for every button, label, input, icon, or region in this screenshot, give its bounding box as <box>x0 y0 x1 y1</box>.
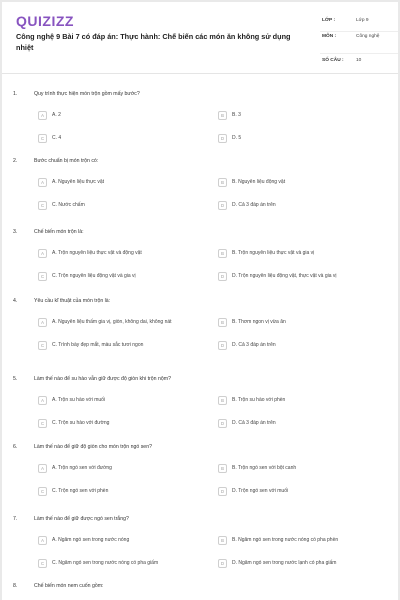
option-text: A. Trộn su hào với muối <box>52 397 106 404</box>
option-text: D. Trộn ngó sen với muối <box>232 488 289 495</box>
meta-row-grade <box>320 18 398 32</box>
answer-option-d[interactable] <box>218 201 394 210</box>
option-letter-box: C <box>38 487 47 496</box>
option-text: C. Trộn ngó sen với phèn <box>52 488 109 495</box>
question-text: Làm thế nào để giữ được ngó sen trắng? <box>34 516 129 522</box>
option-text: C. Trình bày đẹp mắt, màu sắc tươi ngon <box>52 342 144 349</box>
question-text: Làm thế nào để giữ độ giòn cho món trộn ngó sen? <box>34 444 152 450</box>
question-number: 2. <box>13 158 18 164</box>
answer-option-d[interactable] <box>218 559 394 568</box>
option-letter-box: A <box>38 249 47 258</box>
answer-option-d[interactable] <box>218 134 394 143</box>
option-text: C. Trộn su hào với đường <box>52 420 110 427</box>
answer-option-d[interactable] <box>218 487 394 496</box>
answer-option-b[interactable] <box>218 396 394 405</box>
option-text: D. Cả 3 đáp án trên <box>232 420 276 427</box>
option-text: B. Nguyên liệu động vật <box>232 179 286 186</box>
option-text: A. Nguyên liệu thực vật <box>52 179 104 186</box>
option-text: B. Ngâm ngó sen trong nước nóng có pha phèn <box>232 537 339 544</box>
option-text: D. Cả 3 đáp án trên <box>232 202 276 209</box>
option-letter-box: D <box>218 134 227 143</box>
meta-row-subject <box>320 34 398 54</box>
option-letter-box: D <box>218 487 227 496</box>
question-text: Yêu cầu kĩ thuật của món trộn là: <box>34 298 111 304</box>
option-text: B. Trộn su hào với phèn <box>232 397 286 404</box>
option-letter-box: C <box>38 419 47 428</box>
option-letter-box: D <box>218 201 227 210</box>
option-letter-box: A <box>38 396 47 405</box>
answer-option-a[interactable] <box>38 249 208 258</box>
option-text: C. 4 <box>52 135 62 142</box>
question-number: 6. <box>13 444 18 450</box>
answer-option-b[interactable] <box>218 464 394 473</box>
option-letter-box: B <box>218 396 227 405</box>
option-text: B. Trộn nguyên liệu thực vật và gia vị <box>232 250 315 257</box>
worksheet-header <box>2 2 398 74</box>
meta-label: MÔN : <box>322 34 337 39</box>
option-letter-box: A <box>38 178 47 187</box>
option-letter-box: B <box>218 178 227 187</box>
option-letter-box: B <box>218 536 227 545</box>
answer-option-a[interactable] <box>38 111 208 120</box>
answer-option-b[interactable] <box>218 249 394 258</box>
answer-option-c[interactable] <box>38 272 208 281</box>
question-text: Quy trình thực hiện món trộn gồm mấy bước? <box>34 91 140 97</box>
question-number: 1. <box>13 91 18 97</box>
question-text: Chế biến món nem cuốn gồm: <box>34 583 104 589</box>
option-letter-box: C <box>38 272 47 281</box>
option-text: D. Cả 3 đáp án trên <box>232 342 276 349</box>
question-number: 5. <box>13 376 18 382</box>
option-letter-box: C <box>38 201 47 210</box>
answer-option-a[interactable] <box>38 536 208 545</box>
question-text: Làm thế nào để su hào vẫn giữ được độ giòn khi trộn nộm? <box>34 376 171 382</box>
option-text: B. Trộn ngó sen với bột canh <box>232 465 297 472</box>
answer-option-c[interactable] <box>38 201 208 210</box>
meta-value: Lớp 9 <box>356 18 369 23</box>
question-number: 4. <box>13 298 18 304</box>
option-text: D. Ngâm ngó sen trong nước lạnh có pha giấm <box>232 560 337 567</box>
option-letter-box: A <box>38 318 47 327</box>
answer-option-d[interactable] <box>218 419 394 428</box>
answer-option-b[interactable] <box>218 536 394 545</box>
option-text: A. Nguyên liệu thấm gia vị, giòn, không dai, không nát <box>52 319 172 326</box>
worksheet-title: Công nghệ 9 Bài 7 có đáp án: Thực hành: Chế biến các món ăn không sử dụng nhiệt <box>16 32 291 52</box>
answer-option-a[interactable] <box>38 464 208 473</box>
option-letter-box: D <box>218 559 227 568</box>
option-letter-box: B <box>218 249 227 258</box>
option-text: A. Trộn ngó sen với đường <box>52 465 112 472</box>
option-letter-box: A <box>38 464 47 473</box>
meta-label: LỚP : <box>322 18 336 23</box>
option-letter-box: B <box>218 111 227 120</box>
option-text: D. 5 <box>232 135 242 142</box>
option-text: A. Ngâm ngó sen trong nước nóng <box>52 537 130 544</box>
meta-label: SỐ CÂU : <box>322 58 344 63</box>
answer-option-d[interactable] <box>218 341 394 350</box>
answer-option-c[interactable] <box>38 487 208 496</box>
option-text: B. 3 <box>232 112 241 119</box>
answer-option-c[interactable] <box>38 134 208 143</box>
answer-option-a[interactable] <box>38 396 208 405</box>
question-text: Bước chuẩn bị món trộn có: <box>34 158 99 164</box>
question-number: 8. <box>13 583 18 589</box>
answer-option-b[interactable] <box>218 111 394 120</box>
option-letter-box: D <box>218 419 227 428</box>
answer-option-c[interactable] <box>38 559 208 568</box>
answer-option-c[interactable] <box>38 419 208 428</box>
meta-value: 10 <box>356 58 362 63</box>
option-text: D. Trộn nguyên liệu động vật, thực vật và gia vị <box>232 273 337 280</box>
question-number: 7. <box>13 516 18 522</box>
option-text: C. Nước chấm <box>52 202 85 209</box>
meta-row-count <box>320 58 398 70</box>
option-letter-box: B <box>218 464 227 473</box>
meta-value: Công nghệ <box>356 34 380 39</box>
option-letter-box: A <box>38 111 47 120</box>
question-text: Chế biến món trộn là: <box>34 229 84 235</box>
option-letter-box: C <box>38 559 47 568</box>
answer-option-c[interactable] <box>38 341 208 350</box>
option-letter-box: D <box>218 272 227 281</box>
option-text: C. Trộn nguyên liệu động vật và gia vị <box>52 273 136 280</box>
option-text: A. Trộn nguyên liệu thực vật và động vật <box>52 250 142 257</box>
answer-option-a[interactable] <box>38 178 208 187</box>
option-letter-box: B <box>218 318 227 327</box>
option-letter-box: D <box>218 341 227 350</box>
quizizz-logo: QUIZIZZ <box>16 13 74 29</box>
option-text: C. Ngâm ngó sen trong nước nóng có pha giấm <box>52 560 159 567</box>
option-letter-box: A <box>38 536 47 545</box>
answer-option-a[interactable] <box>38 318 208 327</box>
answer-option-d[interactable] <box>218 272 394 281</box>
option-letter-box: C <box>38 341 47 350</box>
answer-option-b[interactable] <box>218 178 394 187</box>
question-number: 3. <box>13 229 18 235</box>
option-text: B. Thơm ngon vị vừa ăn <box>232 319 286 326</box>
worksheet-page <box>2 2 398 600</box>
option-letter-box: C <box>38 134 47 143</box>
option-text: A. 2 <box>52 112 61 119</box>
answer-option-b[interactable] <box>218 318 394 327</box>
meta-panel <box>320 2 398 74</box>
